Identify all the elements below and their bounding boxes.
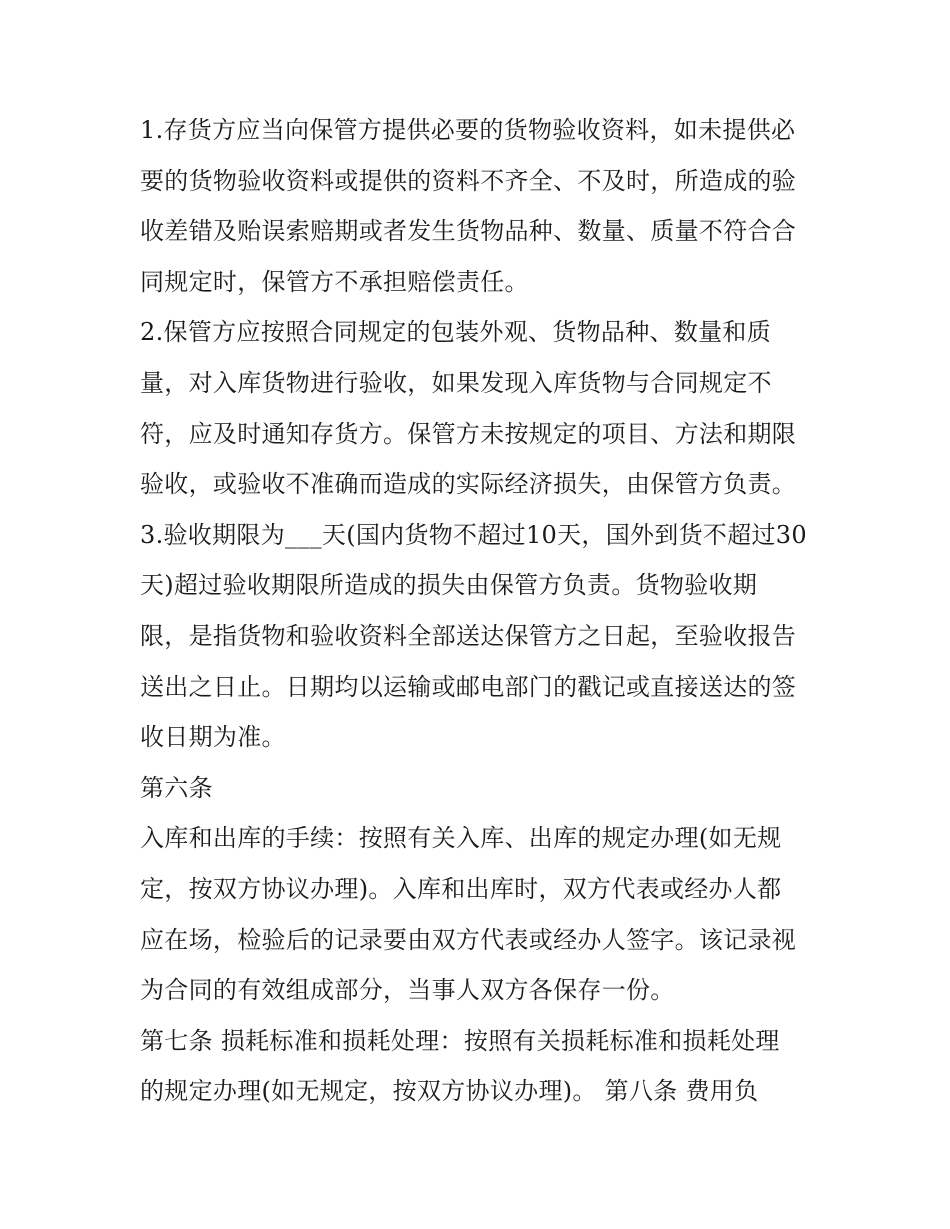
text-line: 天)超过验收期限所造成的损失由保管方负责。货物验收期 bbox=[140, 571, 758, 600]
text-line: 验收，或验收不准确而造成的实际经济损失，由保管方负责。 bbox=[140, 470, 797, 499]
text-line: 收差错及贻误索赔期或者发生货物品种、数量、质量不符合合 bbox=[140, 217, 797, 246]
text-line: 定，按双方协议办理)。入库和出库时，双方代表或经办人都 bbox=[140, 874, 782, 903]
text-line: 第七条 损耗标准和损耗处理：按照有关损耗标准和损耗处理 bbox=[140, 1026, 780, 1055]
text-line: 量，对入库货物进行验收，如果发现入库货物与合同规定不 bbox=[140, 368, 772, 397]
text-line: 入库和出库的手续：按照有关入库、出库的规定办理(如无规 bbox=[140, 824, 782, 853]
text-line: 2.保管方应按照合同规定的包装外观、货物品种、数量和质 bbox=[140, 318, 771, 347]
text-line: 要的货物验收资料或提供的资料不齐全、不及时，所造成的验 bbox=[140, 166, 797, 195]
text-line: 为合同的有效组成部分，当事人双方各保存一份。 bbox=[140, 976, 675, 1005]
text-line: 限，是指货物和验收资料全部送达保管方之日起，至验收报告 bbox=[140, 621, 797, 650]
document-body bbox=[140, 105, 820, 1117]
text-line: 同规定时，保管方不承担赔偿责任。 bbox=[140, 267, 529, 296]
text-line: 3.验收期限为___天(国内货物不超过10天，国外到货不超过30 bbox=[140, 520, 807, 549]
article-heading: 第六条 bbox=[140, 773, 213, 802]
text-line: 应在场，检验后的记录要由双方代表或经办人签字。该记录视 bbox=[140, 925, 797, 954]
text-line: 1.存货方应当向保管方提供必要的货物验收资料，如未提供必 bbox=[140, 116, 796, 144]
text-line: 符，应及时通知存货方。保管方未按规定的项目、方法和期限 bbox=[140, 419, 797, 448]
text-line: 的规定办理(如无规定，按双方协议办理)。 第八条 费用负 bbox=[140, 1077, 759, 1106]
text-line: 收日期为准。 bbox=[140, 723, 286, 752]
text-line: 送出之日止。日期均以运输或邮电部门的戳记或直接送达的签 bbox=[140, 672, 797, 701]
